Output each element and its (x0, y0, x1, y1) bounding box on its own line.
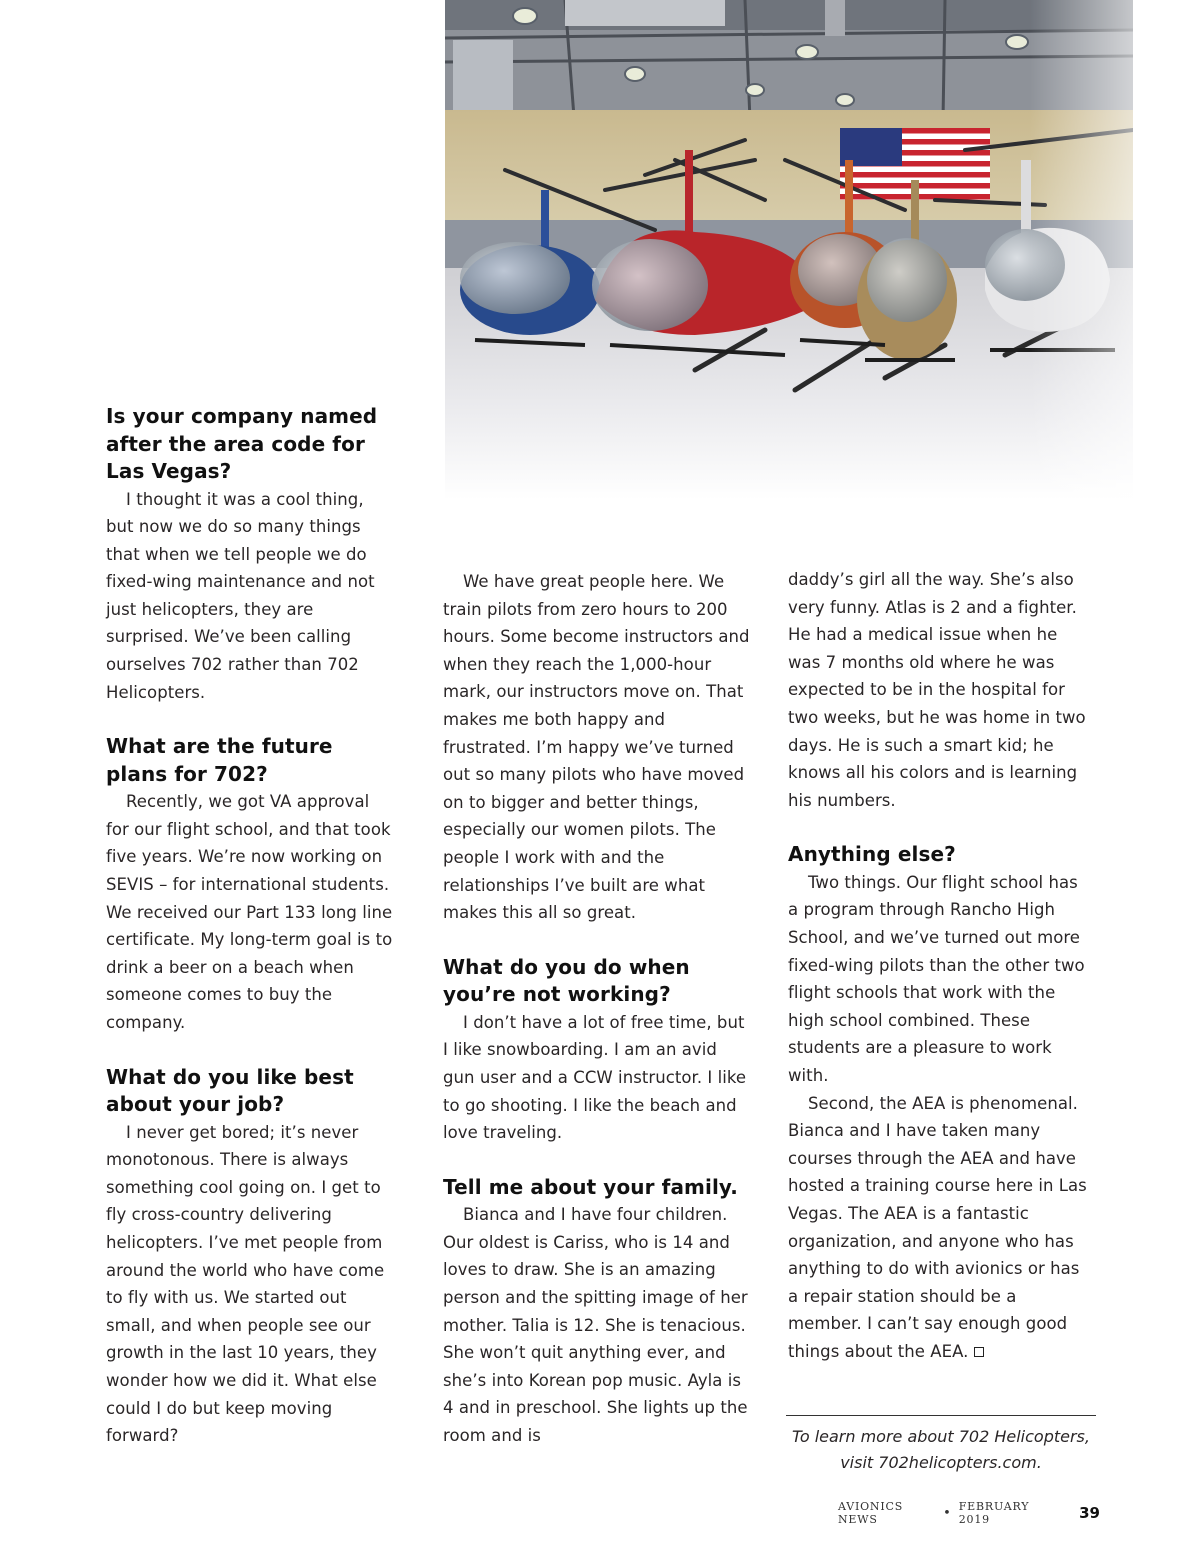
body-family-continued: daddy’s girl all the way. She’s also very funny. Atlas is 2 and a fighter. He had a medical issue when he was 7 months old where he was expected to be in the hospital for two weeks, but he was home in two days. He is such a smart kid; he knows all his colors and is learning his numbers. (788, 570, 1086, 810)
more-info-note (786, 1424, 1096, 1476)
heading-like-best: What do you like best about your job? (106, 1064, 354, 1117)
body-anything-else-2-text: Second, the AEA is phenomenal. Bianca and I have taken many courses through the AEA and have hosted a training course here in Las Vegas. The AEA is a fantastic organization, and anyone who has anything to do with avionics or has a repair station should be a member. I can’t say enough good things about the AEA. (788, 1093, 1087, 1361)
body-people: We have great people here. We train pilots from zero hours to 200 hours. Some become instructors and when they reach the 1,000-hour mark, our instructors move on. That makes me both happy and frustrated. I’m happy we’ve turned out so many pilots who have moved on to bigger and better things, especially our women pilots. The people I work with and the relationships I’ve built are what makes this all so great. (443, 572, 750, 923)
end-mark-icon (974, 1347, 984, 1357)
page-footer (838, 1501, 1100, 1525)
page-number: 39 (1079, 1504, 1100, 1522)
body-anything-else-2 (788, 1090, 1093, 1366)
footer-publication: AVIONICS NEWS (838, 1500, 904, 1526)
note-divider (786, 1415, 1096, 1416)
body-family: Bianca and I have four children. Our oldest is Cariss, who is 14 and loves to draw. She is an amazing person and the spitting image of her mother. Talia is 12. She is tenacious. She won’t quit anything ever, and she’s into Korean pop music. Ayla is 4 and in preschool. She lights up the room and is (443, 1205, 748, 1445)
column-3 (788, 566, 1093, 1366)
column-2 (443, 568, 753, 1450)
heading-not-working: What do you do when you’re not working? (443, 954, 690, 1007)
heading-area-code: Is your company named after the area code for Las Vegas? (106, 404, 378, 483)
helicopter-hangar-photo (445, 0, 1133, 500)
footer-date: FEBRUARY 2019 (958, 1500, 1030, 1526)
heading-future-plans: What are the future plans for 702? (106, 734, 333, 786)
body-anything-else-1: Two things. Our flight school has a program through Rancho High School, and we’ve turned out more fixed-wing pilots than the other two flight schools that work with the high school combined. These students are a pleasure to work with. (788, 872, 1085, 1085)
footer-separator: • (943, 1505, 951, 1521)
body-not-working: I don’t have a lot of free time, but I like snowboarding. I am an avid gun user and a CCW instructor. I like to go shooting. I like the beach and love traveling. (443, 1012, 747, 1143)
body-area-code: I thought it was a cool thing, but now we do so many things that when we tell people we do fixed-wing maintenance and not just helicopters, they are surprised. We’ve been calling ourselves 702 rather than 702 Helicopters. (106, 489, 375, 702)
body-like-best: I never get bored; it’s never monotonous. There is always something cool going on. I get to fly cross-country delivering helicopters. I’ve met people from around the world who have come to fly with us. We started out small, and when people see our growth in the last 10 years, they wonder how we did it. What else could I do but keep moving forward? (106, 1122, 385, 1446)
column-1 (106, 403, 396, 1450)
heading-family: Tell me about your family. (443, 1174, 738, 1199)
note-line-2: visit 702helicopters.com. (840, 1453, 1042, 1472)
heading-anything-else: Anything else? (788, 842, 956, 867)
body-future-plans: Recently, we got VA approval for our flight school, and that took five years. We’re now working on SEVIS – for international students. We received our Part 133 long line certificate. My long-term goal is to drink a beer on a beach when someone comes to buy the company. (106, 792, 393, 1032)
note-line-1: To learn more about 702 Helicopters, (792, 1427, 1090, 1446)
